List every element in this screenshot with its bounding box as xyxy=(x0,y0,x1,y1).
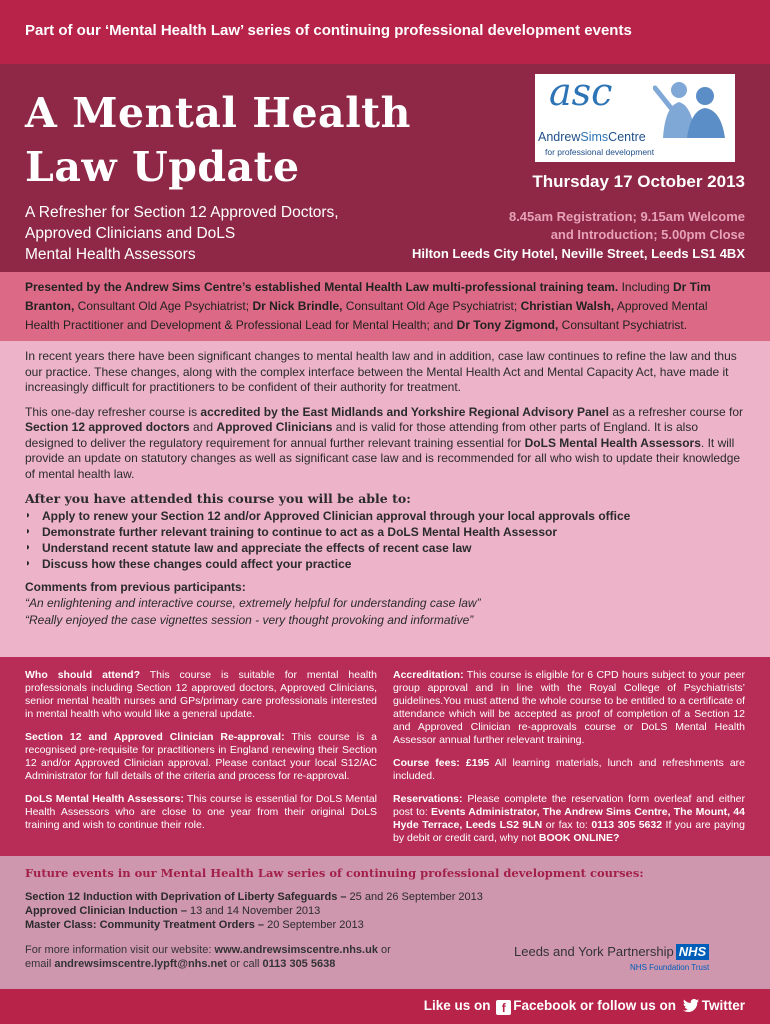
who-should-attend: Who should attend? This course is suitable for mental health professionals including Section 12 approved doctors, Approved Clinicians, senior mental health nurses and GPs/primary care professionals interested in mental health who would like a general update. xyxy=(25,669,377,720)
title-line-2: Law Update xyxy=(25,143,300,191)
bullet-icon: ◗ xyxy=(25,509,32,521)
bullet-icon: ◗ xyxy=(25,541,32,553)
list-item: ◗ Understand recent statute law and appreciate the effects of recent case law xyxy=(25,540,472,555)
reservations-info: Reservations: Please complete the reservation form overleaf and either post to: Events Administrator, The Andrew Sims Centre, The Mount, 44 Hyde Terrace, Leeds LS2 9LN or fax to: 0113 305 5632 If you are paying by debit or credit card, why not BOOK ONLINE? xyxy=(393,793,745,844)
event-times: 8.45am Registration; 9.15am Welcome and Introduction; 5.00pm Close xyxy=(508,209,745,242)
participant-quote: “An enlightening and interactive course, extremely helpful for understanding case law” xyxy=(25,596,481,610)
title-line-1: A Mental Health xyxy=(25,89,411,137)
twitter-link[interactable]: Twitter xyxy=(701,998,745,1013)
phone-number: 0113 305 5638 xyxy=(262,958,336,970)
social-footer: Like us on f Facebook or follow us on Twitter xyxy=(0,989,770,1024)
presenter-name: Christian Walsh, xyxy=(520,299,615,313)
asc-logo xyxy=(535,70,735,162)
future-events-heading: Future events in our Mental Health Law series of continuing professional development courses: xyxy=(25,866,644,880)
presenter-name: Dr Tony Zigmond, xyxy=(456,318,559,332)
future-events xyxy=(0,856,770,989)
logo-mark: asc xyxy=(549,70,613,114)
course-fees: Course fees: £195 All learning materials, lunch and refreshments are included. xyxy=(393,757,745,782)
outcomes-heading: After you have attended this course you will be able to: xyxy=(25,491,411,506)
event-row: Approved Clinician Induction – 13 and 14 November 2013 xyxy=(25,905,321,917)
event-row: Section 12 Induction with Deprivation of Liberty Safeguards – 25 and 26 September 2013 xyxy=(25,891,483,903)
bullet-icon: ◗ xyxy=(25,525,32,537)
top-banner xyxy=(0,0,770,64)
list-item: ◗ Discuss how these changes could affect your practice xyxy=(25,556,352,571)
facebook-icon[interactable]: f xyxy=(496,1000,511,1015)
bullet-icon: ◗ xyxy=(25,557,32,569)
reapproval-info: Section 12 and Approved Clinician Re-approval: This course is a recognised pre-requisite for practitioners in England renewing their Section 12 and/or Approved Clinician approval. Please contact your local S12/AC Administrator for full details of the criteria and process for re-approval. xyxy=(25,731,377,782)
subtitle-line: Approved Clinicians and DoLS xyxy=(25,225,236,242)
course-details xyxy=(0,657,770,856)
details-right-column xyxy=(393,669,745,855)
people-icon xyxy=(653,78,731,138)
presenters-section: Presented by the Andrew Sims Centre’s established Mental Health Law multi-professional training team. Including Dr Tim Branton, Consultant Old Age Psychiatrist; Dr Nick Brindle, Consultant Old Age Psychiatrist; Christian Walsh, Approved Mental Health Practitioner and Development & Professional Lead for Mental Health; and Dr Tony Zigmond, Consultant Psychiatrist. xyxy=(0,272,770,341)
twitter-icon[interactable] xyxy=(683,999,699,1012)
details-left-column xyxy=(25,669,377,842)
subtitle-line: Mental Health Assessors xyxy=(25,246,196,263)
participant-quote: “Really enjoyed the case vignettes session - very thought provoking and informative” xyxy=(25,613,474,627)
presenter-name: Dr Nick Brindle, xyxy=(252,299,343,313)
subtitle-line: A Refresher for Section 12 Approved Doctors, xyxy=(25,204,339,221)
website-link[interactable]: www.andrewsimscentre.nhs.uk xyxy=(214,944,378,956)
nhs-logo: Leeds and York Partnership NHS NHS Foundation Trust xyxy=(514,944,710,972)
comments-heading: Comments from previous participants: xyxy=(25,579,246,594)
book-online-link[interactable]: BOOK ONLINE? xyxy=(538,832,620,844)
intro-paragraph: In recent years there have been significant changes to mental health law and in addition, case law continues to refine the law and thus our practice. These changes, along with the complex interface between the Mental Health Act and Mental Capacity Act, have made it increasingly difficult for practitioners to be confident of their authority for treatment. xyxy=(25,349,737,394)
presenter-name: Dr Tim Branton, xyxy=(25,280,711,313)
logo-tagline: for professional development xyxy=(545,147,655,157)
outcomes-list xyxy=(25,508,745,572)
course-intro xyxy=(0,341,770,657)
dols-info: DoLS Mental Health Assessors: This course is essential for DoLS Mental Health Assessors who are close to one year from their original DoLS training and wish to continue their role. xyxy=(25,793,377,831)
series-text: Part of our ‘Mental Health Law’ series of continuing professional development events xyxy=(25,22,632,39)
subtitle xyxy=(25,202,339,265)
logo-name: AndrewSimsCentre xyxy=(538,130,646,144)
page-title xyxy=(25,86,411,194)
nhs-badge: NHS xyxy=(676,944,709,960)
facebook-link[interactable]: Facebook or follow us on xyxy=(513,998,680,1013)
list-item: ◗ Apply to renew your Section 12 and/or Approved Clinician approval through your local approvals office xyxy=(25,508,631,523)
contact-info: For more information visit our website: www.andrewsimscentre.nhs.uk or email andrewsimscentre.lypft@nhs.net or call 0113 305 5638 xyxy=(25,944,391,970)
hero-section xyxy=(0,64,770,272)
event-date: Thursday 17 October 2013 xyxy=(532,172,745,191)
list-item: ◗ Demonstrate further relevant training to continue to act as a DoLS Mental Health Assessor xyxy=(25,524,557,539)
accreditation-paragraph: This one-day refresher course is accredited by the East Midlands and Yorkshire Regional Advisory Panel as a refresher course for Section 12 approved doctors and Approved Clinicians and is valid for those attending from other parts of England. It is also designed to deliver the regulatory requirement for annual further relevant training essential for DoLS Mental Health Assessors. It will provide an update on statutory changes as well as significant case law and is recommended for all who wish to update their knowledge of mental health law. xyxy=(25,404,744,481)
email-link[interactable]: andrewsimscentre.lypft@nhs.net xyxy=(54,958,228,970)
accreditation-info: Accreditation: This course is eligible for 6 CPD hours subject to your peer group approval and in line with the Royal College of Psychiatrists’ guidelines.You must attend the whole course to be entitled to a certificate of attendance which will be accepted as proof of completion of a Section 12 and Approved Clinician re-approvals course or DoLS Mental Health Assessor annual further relevant training. xyxy=(393,669,745,746)
event-row: Master Class: Community Treatment Orders – 20 September 2013 xyxy=(25,919,364,931)
event-venue: Hilton Leeds City Hotel, Neville Street, Leeds LS1 4BX xyxy=(411,246,745,261)
